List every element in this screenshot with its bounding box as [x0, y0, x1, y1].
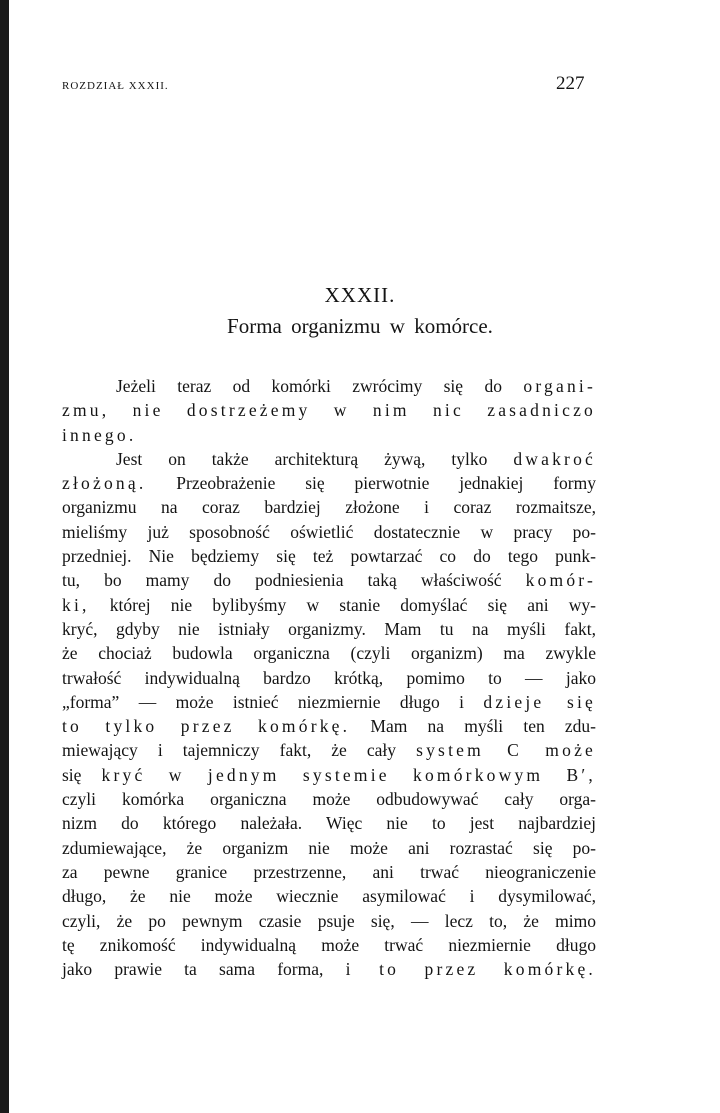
- text-segment: czyli komórka organiczna może odbudowywać cały orga-: [62, 789, 596, 810]
- text-line: [62, 714, 596, 738]
- chapter-title: Forma organizmu w komórce.: [227, 314, 493, 338]
- text-line: [62, 374, 596, 398]
- page-number: 227: [556, 73, 585, 94]
- text-segment: nizm do którego należała. Więc nie to jest najbardziej: [62, 813, 596, 834]
- text-segment: zdumiewające, że organizm nie może ani rozrastać się po-: [62, 837, 596, 858]
- text-segment: że chociaż budowla organiczna (czyli organizm) ma zwykle: [62, 643, 596, 664]
- text-line: [62, 884, 596, 908]
- text-segment: jako prawie ta sama forma,: [62, 959, 346, 980]
- text-line: [62, 423, 596, 447]
- text-segment: tę znikomość indywidualną może trwać niezmiernie długo: [62, 934, 596, 955]
- text-line: [62, 471, 596, 495]
- text-line: [62, 666, 596, 690]
- text-line: [62, 787, 596, 811]
- text-line: [62, 568, 596, 592]
- text-segment: trwałość indywidualną bardzo krótką, pomimo to — jako: [62, 667, 596, 688]
- running-head: ROZDZIAŁ XXXII.: [62, 80, 169, 92]
- spaced-emphasis: komór-: [525, 570, 596, 591]
- text-line: [62, 738, 596, 762]
- spaced-emphasis: innego.: [62, 424, 137, 445]
- text-segment: się: [62, 764, 102, 785]
- text-line: [62, 690, 596, 714]
- text-line: [62, 520, 596, 544]
- spaced-emphasis: dzieje się: [483, 691, 597, 712]
- text-segment: czyli, że po pewnym czasie psuje się, — lecz to, że mimo: [62, 910, 596, 931]
- text-segment: przedniej. Nie będziemy się też powtarzać co do tego punk-: [62, 546, 596, 567]
- scanned-page-edge: [0, 0, 9, 1113]
- text-segment: Przeobrażenie się pierwotnie jednakiej formy: [146, 473, 596, 494]
- spaced-emphasis: to tylko przez komórkę.: [62, 716, 351, 737]
- spaced-emphasis: złożoną.: [62, 473, 147, 494]
- text-segment: długo, że nie może wiecznie asymilować i dysymilować,: [62, 886, 596, 907]
- text-line: [62, 398, 596, 422]
- text-line: [62, 763, 596, 787]
- text-line: [62, 641, 596, 665]
- text-line: [62, 811, 596, 835]
- spaced-emphasis: system C może: [416, 740, 597, 761]
- text-segment: tu, bo mamy do podniesienia taką właściwość: [62, 570, 526, 591]
- text-line: [62, 447, 596, 471]
- spaced-emphasis: zmu, nie dostrzeżemy w nim nic zasadniczo: [62, 400, 596, 421]
- text-segment: której nie bylibyśmy w stanie domyślać się ani wy-: [89, 594, 596, 615]
- text-line: [62, 617, 596, 641]
- spaced-emphasis: i to przez komórkę.: [345, 959, 596, 980]
- chapter-number: XXXII.: [324, 283, 396, 307]
- text-line: [62, 544, 596, 568]
- text-segment: organizmu na coraz bardziej złożone i coraz rozmaitsze,: [62, 497, 596, 518]
- body-text: [62, 374, 596, 981]
- text-segment: Mam na myśli ten zdu-: [350, 716, 596, 737]
- text-segment: Jeżeli teraz od komórki zwrócimy się do: [116, 376, 524, 396]
- text-segment: „forma” — może istnieć niezmiernie długo i: [62, 691, 484, 712]
- text-segment: Jest on także architekturą żywą, tylko: [116, 448, 514, 469]
- text-line: [62, 860, 596, 884]
- text-line: [62, 933, 596, 957]
- text-line: [62, 957, 596, 981]
- spaced-emphasis: organi-: [523, 376, 596, 396]
- spaced-emphasis: dwakroć: [513, 448, 596, 469]
- text-line: [62, 836, 596, 860]
- spaced-emphasis: ki,: [62, 594, 90, 615]
- text-line: [62, 495, 596, 519]
- text-segment: mieliśmy już sposobność oświetlić dostatecznie w pracy po-: [62, 521, 596, 542]
- spaced-emphasis: kryć w jednym systemie komórkowym B′,: [101, 764, 596, 785]
- text-segment: miewający i tajemniczy fakt, że cały: [62, 740, 417, 761]
- text-segment: za pewne granice przestrzenne, ani trwać nieograniczenie: [62, 861, 596, 882]
- text-line: [62, 909, 596, 933]
- text-segment: kryć, gdyby nie istniały organizmy. Mam tu na myśli fakt,: [62, 618, 596, 639]
- text-line: [62, 593, 596, 617]
